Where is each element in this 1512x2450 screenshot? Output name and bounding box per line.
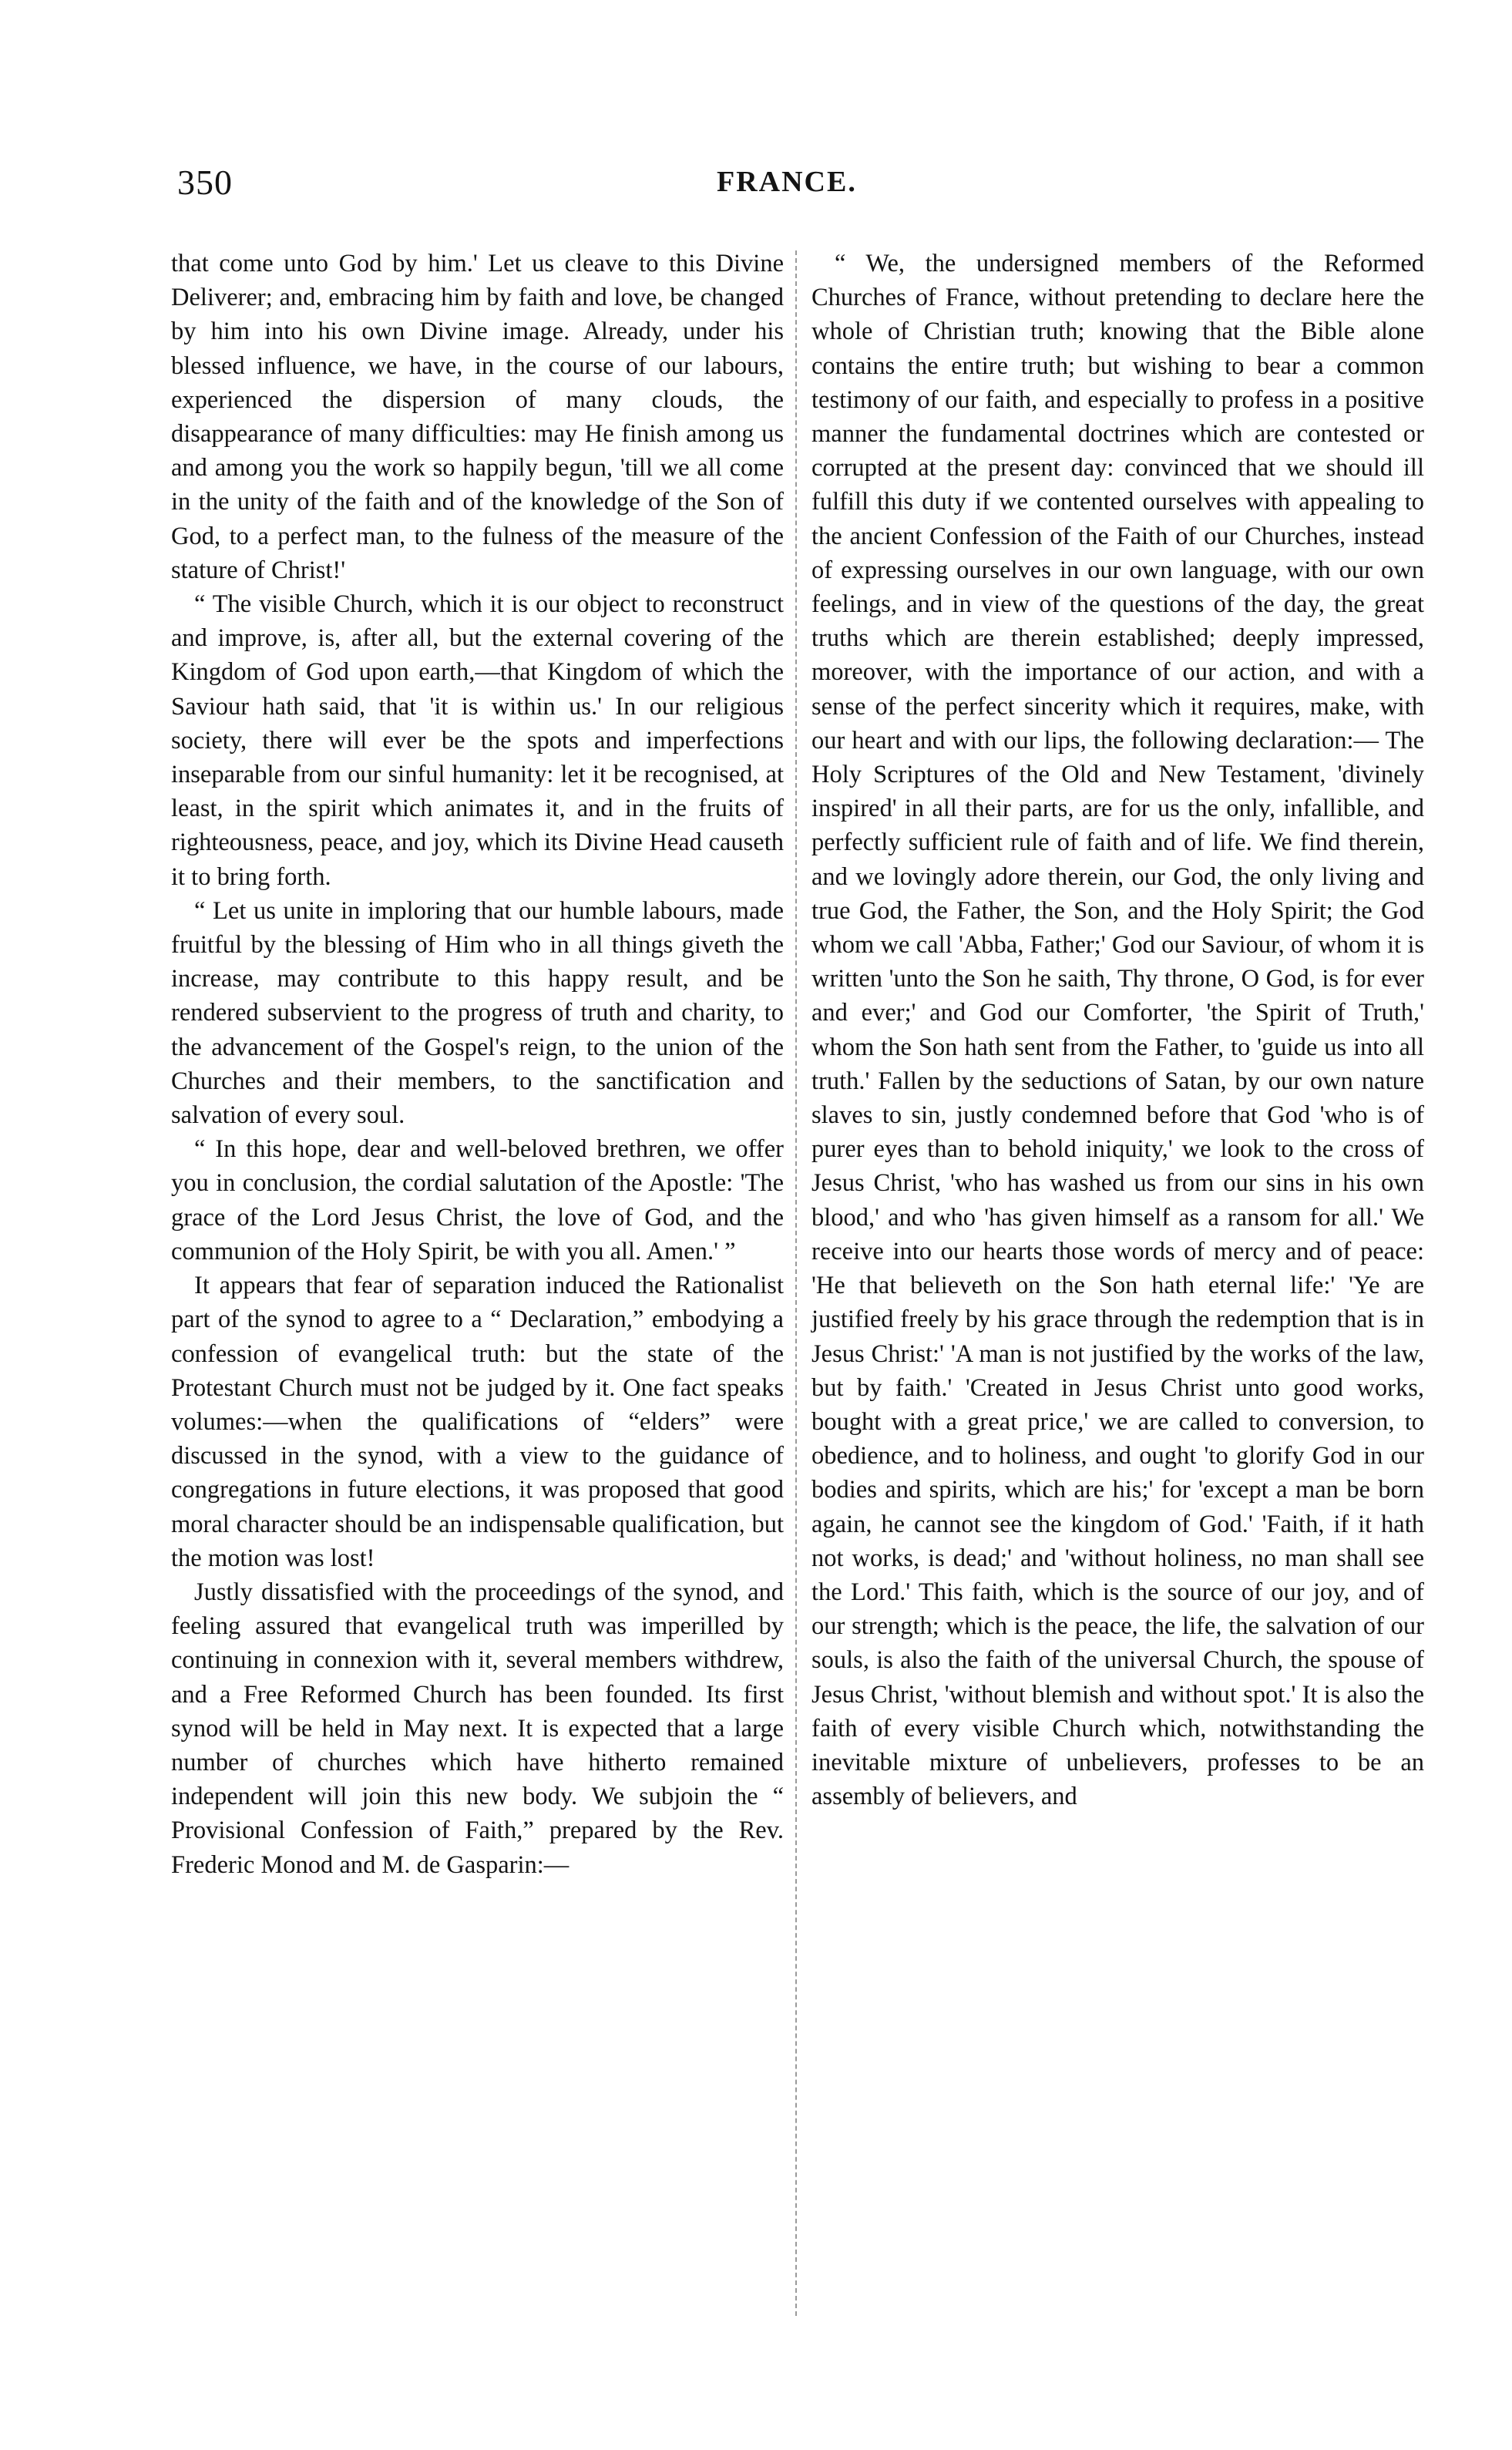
paragraph: “ We, the undersigned members of the Reformed Churches of France, without pretending to declare here the whole of Christian truth; knowing that the Bible alone contains the entire truth; but wishing to bear a common testimony of our faith, and especially to profess in a positive manner the fundamental doctrines which are contested or corrupted at the present day: convinced that we should ill fulfill this duty if we contented ourselves with appealing to the ancient Confession of the Faith of our Churches, instead of expressing ourselves in our own language, with our own feelings, and in view of the questions of the day, the great truths which are therein established; deeply impressed, moreover, with the importance of our action, and with a sense of the perfect sincerity which it requires, make, with our heart and with our lips, the following declaration:— The Holy Scriptures of the Old and New Testament, 'divinely inspired' in all their parts, are for us the only, infallible, and perfectly sufficient rule of faith and of life. We find therein, and we lovingly adore therein, our God, the only living and true God, the Father, the Son, and the Holy Spirit; the God whom we call 'Abba, Father;' God our Saviour, of whom it is written 'unto the Son he saith, Thy throne, O God, is for ever and ever;' and God our Comforter, 'the Spirit of Truth,' whom the Son hath sent from the Father, to 'guide us into all truth.' Fallen by the seductions of Satan, by our own nature slaves to sin, justly condemned before that God 'who is of purer eyes than to behold iniquity,' we look to the cross of Jesus Christ, 'who has washed us from our sins in his own blood,' and who 'has given himself as a ransom for all.' We receive into our hearts those words of mercy and of peace: 'He that believeth on the Son hath eternal life:' 'Ye are justified freely by his grace through the redemption that is in Jesus Christ:' 'A man is not justified by the works of the law, but by faith.' 'Created in Jesus Christ unto good works, bought with a great price,' we are called to conversion, to obedience, and to holiness, and ought 'to glorify God in our bodies and spirits, which are his;' for 'except a man be born again, he cannot see the kingdom of God.' 'Faith, if it hath not works, is dead;' and 'without holiness, no man shall see the Lord.' This faith, which is the source of our joy, and of our strength; which is the peace, the life, the salvation of our souls, is also the faith of the universal Church, the spouse of Jesus Christ, 'without blemish and without spot.' It is also the faith of every visible Church which, notwithstanding the inevitable mixture of unbelievers, professes to be an assembly of believers, and — [811, 250, 1424, 1811]
paragraph: It appears that fear of separation induced the Rationalist part of the synod to agree to a “ Declaration,” embodying a confession of evangelical truth: but the state of the Protestant Church must not be judged by it. One fact speaks volumes:—when the qualifications of “elders” were discussed in the synod, with a view to the guidance of congregations in future elections, it was proposed that good moral character should be an indispensable qualification, but the motion was lost! — [171, 1272, 784, 1572]
column-divider — [795, 250, 797, 2316]
page-number: 350 — [177, 163, 233, 202]
paragraph: “ The visible Church, which it is our object to reconstruct and improve, is, after all, but the external covering of the Kingdom of God upon earth,—that Kingdom of which the Saviour hath said, that 'it is within us.' In our religious society, there will ever be the spots and imperfections inseparable from our sinful humanity: let it be recognised, at least, in the spirit which animates it, and in the fruits of righteousness, peace, and joy, which its Divine Head causeth it to bring forth. — [171, 590, 784, 891]
paragraph: Justly dissatisfied with the proceedings of the synod, and feeling assured that evangelical truth was imperilled by continuing in connexion with it, several members withdrew, and a Free Reformed Church has been founded. Its first synod will be held in May next. It is expected that a large number of churches which have hitherto remained independent will join this new body. We subjoin the “ Provisional Confession of Faith,” prepared by the Rev. Frederic Monod and M. de Gasparin:— — [171, 1578, 784, 1879]
right-column — [811, 247, 1424, 1813]
paragraph: that come unto God by him.' Let us cleave to this Divine Deliverer; and, embracing him by faith and love, be changed by him into his own Divine image. Already, under his blessed influence, we have, in the course of our labours, experienced the dispersion of many clouds, the disappearance of many difficulties: may He finish among us and among you the work so happily begun, 'till we all come in the unity of the faith and of the knowledge of the Son of God, to a perfect man, to the fulness of the measure of the stature of Christ!' — [171, 250, 784, 584]
running-head: FRANCE. — [717, 166, 857, 198]
left-column — [171, 247, 784, 1882]
page-header — [177, 162, 1441, 208]
paragraph: “ In this hope, dear and well-beloved brethren, we offer you in conclusion, the cordial salutation of the Apostle: 'The grace of the Lord Jesus Christ, the love of God, and the communion of the Holy Spirit, be with you all. Amen.' ” — [171, 1135, 784, 1265]
paragraph: “ Let us unite in imploring that our humble labours, made fruitful by the blessing of Him who in all things giveth the increase, may contribute to this happy result, and be rendered subservient to the progress of truth and charity, to the advancement of the Gospel's reign, to the union of the Churches and their members, to the sanctification and salvation of every soul. — [171, 896, 784, 1130]
